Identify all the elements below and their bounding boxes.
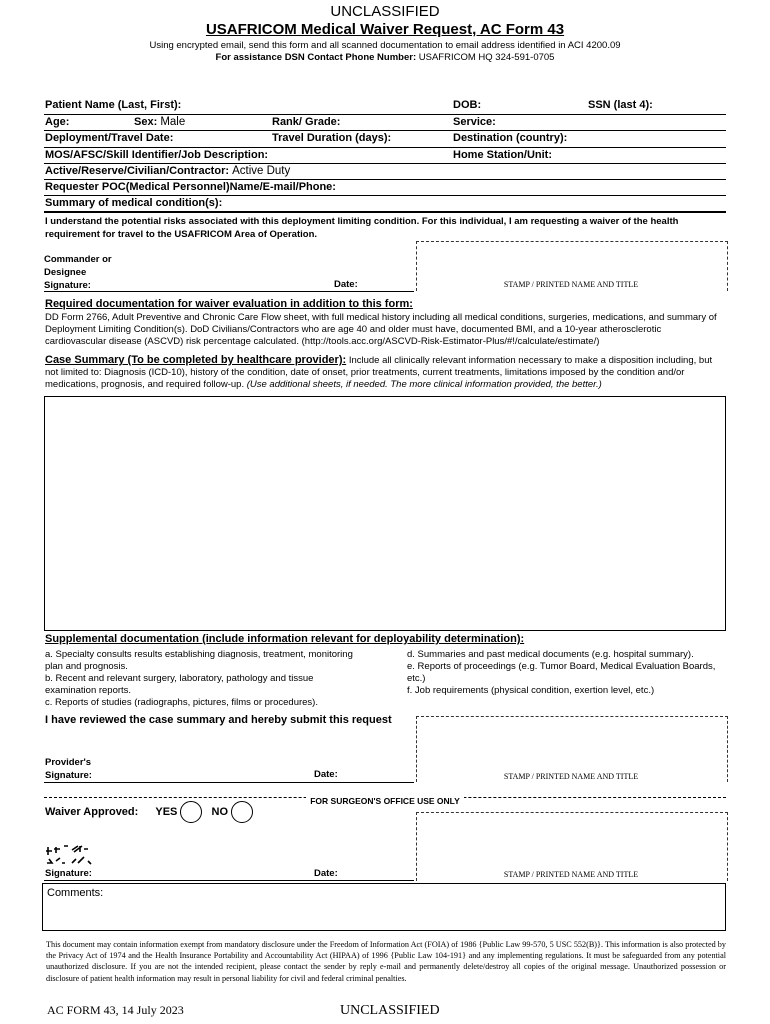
- commander-date-label: Date:: [334, 279, 358, 290]
- surgeon-date-label: Date:: [314, 868, 338, 879]
- privacy-disclaimer: This document may contain information exempt from mandatory disclosure under the Freedom of Information Act (FOIA) of 1986 {Public Law 99-570, 5 USC 552(B)}. This information is also protected by the Privacy Act of 1974 and the Health Insurance Portability and Accountability Act (HIPAA) of 1996 {Public Law 104-191} and any implementing regulations. It must be safeguarded from any potential unauthorized disclosure. If you are not the intended recipient, please contact the sender by reply e-mail and permanently delete/destroy all copies of the original message. Unauthorized possession or disclosure of patient health information may result in personal liability for civil and federal criminal penalties.: [46, 940, 726, 983]
- classification-bottom: UNCLASSIFIED: [340, 1003, 440, 1018]
- form-title: USAFRICOM Medical Waiver Request, AC Form 43: [205, 21, 565, 38]
- case-summary-note: (Use additional sheets, if needed. The more clinical information provided, the better.): [246, 379, 602, 390]
- sex-field[interactable]: [134, 116, 185, 128]
- provider-date-label: Date:: [314, 769, 338, 780]
- comments-box[interactable]: [42, 883, 726, 931]
- provider-statement: I have reviewed the case summary and hereby submit this request: [45, 714, 392, 726]
- requester-poc-label: Requester POC(Medical Personnel)Name/E-mail/Phone:: [45, 181, 336, 193]
- status-field[interactable]: [45, 165, 290, 177]
- supplemental-item: c. Reports of studies (radiographs, pictures, films or procedures).: [45, 697, 318, 708]
- sex-label: Sex:: [134, 116, 158, 128]
- commander-statement: I understand the potential risks associated with this deployment limiting condition. For this individual, I am requesting a waiver of the health requirement for travel to the USAFRICOM Area of Operation.: [45, 216, 679, 240]
- age-label: Age:: [45, 116, 70, 128]
- commander-sig-line-3: Signature:: [44, 280, 91, 291]
- assistance-label: For assistance DSN Contact Phone Number:: [215, 52, 417, 63]
- required-docs-heading: Required documentation for waiver evaluation in addition to this form:: [45, 298, 413, 310]
- signature-glyph-icon: [44, 841, 124, 867]
- provider-stamp-label: STAMP / PRINTED NAME AND TITLE: [503, 772, 639, 781]
- service-label: Service:: [453, 116, 496, 128]
- provider-signature-line[interactable]: [44, 782, 414, 783]
- supplemental-right-list: [407, 649, 725, 697]
- provider-signature-label: [45, 756, 92, 782]
- commander-sig-line-1: Commander or: [44, 254, 112, 265]
- sex-value: Male: [160, 116, 186, 128]
- commander-signature-line[interactable]: [44, 291, 414, 292]
- status-label: Active/Reserve/Civilian/Contractor:: [45, 165, 230, 177]
- case-summary-intro: [45, 354, 725, 391]
- dob-label: DOB:: [453, 99, 482, 111]
- surgeon-signature-label: Signature:: [45, 868, 92, 879]
- case-summary-textbox[interactable]: [44, 396, 726, 631]
- supplemental-left-list: [45, 649, 365, 709]
- waiver-approved-row: [45, 801, 253, 823]
- provider-sig-line-1: Provider's: [45, 757, 92, 768]
- deployment-date-label: Deployment/Travel Date:: [45, 132, 174, 144]
- waiver-approved-label: Waiver Approved:: [45, 806, 139, 818]
- ssn-label: SSN (last 4):: [588, 99, 653, 111]
- yes-radio[interactable]: [180, 801, 202, 823]
- commander-sig-line-2: Designee: [44, 267, 87, 278]
- supplemental-item: e. Reports of proceedings (e.g. Tumor Board, Medical Evaluation Boards, etc.): [407, 661, 716, 684]
- no-label: NO: [211, 806, 229, 818]
- surgeon-stamp-label: STAMP / PRINTED NAME AND TITLE: [503, 870, 639, 879]
- no-radio[interactable]: [231, 801, 253, 823]
- supplemental-item: d. Summaries and past medical documents (e.g. hospital summary).: [407, 649, 694, 660]
- case-summary-heading: Case Summary (To be completed by healthcare provider):: [45, 354, 347, 366]
- comments-label: Comments:: [47, 887, 104, 899]
- surgeon-divider-label: FOR SURGEON'S OFFICE USE ONLY: [306, 796, 464, 806]
- medical-summary-label: Summary of medical condition(s):: [45, 197, 223, 209]
- supplemental-item: a. Specialty consults results establishing diagnosis, treatment, monitoring plan and prognosis.: [45, 649, 353, 672]
- mos-label: MOS/AFSC/Skill Identifier/Job Description:: [45, 149, 269, 161]
- supplemental-item: b. Recent and relevant surgery, laboratory, pathology and tissue examination reports.: [45, 673, 314, 696]
- form-id: AC FORM 43, 14 July 2023: [47, 1003, 184, 1017]
- commander-signature-label: [44, 253, 112, 292]
- provider-sig-line-2: Signature:: [45, 770, 92, 781]
- supplemental-heading: Supplemental documentation (include information relevant for deployability determination):: [45, 633, 525, 645]
- yes-label: YES: [155, 806, 178, 818]
- classification-top: UNCLASSIFIED: [330, 3, 440, 20]
- home-station-label: Home Station/Unit:: [453, 149, 552, 161]
- required-docs-text: DD Form 2766, Adult Preventive and Chronic Care Flow sheet, with full medical history including all medical conditions, surgeries, medications, and summary of Deployment Limiting Condition(s). DoD Civilians/Contractors who are age 40 and older must have, documented BMI, and a 10-year atherosclerotic cardiovascular disease (ASCVD) risk percentage calculated. (http://tools.acc.org/ASCVD-Risk-Estimator-Plus/#!/calculate/estimate/): [45, 312, 717, 347]
- assistance-phone: USAFRICOM HQ 324-591-0705: [418, 52, 555, 63]
- patient-name-label: Patient Name (Last, First):: [45, 99, 182, 111]
- destination-label: Destination (country):: [453, 132, 568, 144]
- supplemental-item: f. Job requirements (physical condition, exertion level, etc.): [407, 685, 655, 696]
- rank-label: Rank/ Grade:: [272, 116, 341, 128]
- status-value: Active Duty: [232, 165, 291, 177]
- commander-stamp-label: STAMP / PRINTED NAME AND TITLE: [503, 280, 639, 289]
- travel-duration-label: Travel Duration (days):: [272, 132, 392, 144]
- case-summary-text: Include all clinically relevant information necessary to make a disposition including, but not limited to: Diagnosis (ICD-10), history of the condition, date of onset, prior treatments, current treatments, limitations imposed by the condition and/or medications, prognosis, and required follow-up.: [45, 355, 713, 390]
- assistance-line: [0, 52, 770, 63]
- instructions-text: Using encrypted email, send this form and all scanned documentation to email address identified in ACI 4200.09: [149, 40, 621, 51]
- surgeon-signature-line[interactable]: [44, 880, 414, 881]
